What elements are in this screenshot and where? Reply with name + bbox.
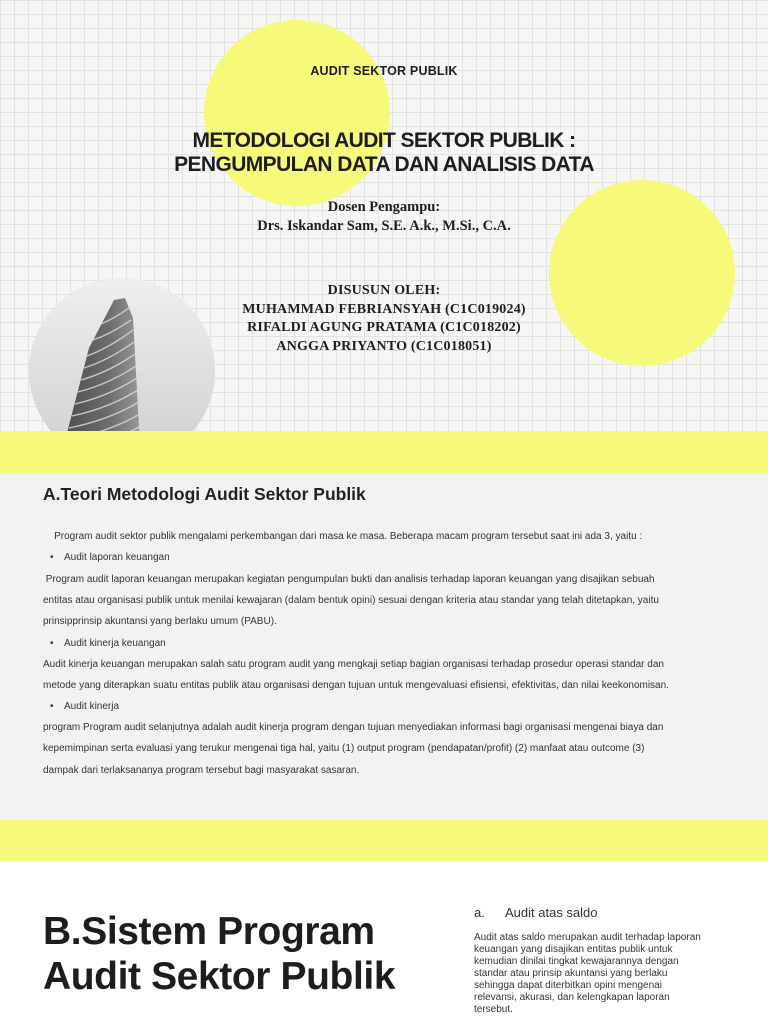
list-marker: a. [474,905,485,920]
cover-kicker: AUDIT SEKTOR PUBLIK [310,64,458,78]
subsection-title-text: Audit atas saldo [505,905,598,920]
paragraph-line: metode yang diterapkan suatu entitas publik atau organisasi dengan tujuan untuk mengevaluasi efisiensi, efektivitas, dan nilai keekonomisan. [43,680,669,691]
body-line: relevansi, akurasi, dan kelengkapan laporan [474,992,670,1003]
section-b-heading [43,909,463,999]
author-name: RIFALDI AGUNG PRATAMA (C1C018202) [247,320,521,335]
body-line: Audit atas saldo merupakan audit terhadap laporan [474,932,701,943]
cover-title [0,129,768,177]
yellow-circle-decoration [204,20,390,206]
paragraph-line: entitas atau organisasi publik untuk menilai kewajaran (dalam bentuk opini) sesuai dengan kriteria atau standar yang telah ditetapkan, yaitu [43,595,659,606]
paragraph-line: dampak dari terlaksananya program tersebut bagi masyarakat sasaran. [43,765,360,776]
paragraph-line: Audit kinerja keuangan merupakan salah satu program audit yang mengkaji setiap bagian organisasi terhadap prosedur operasi standar dan [43,659,664,670]
body-line: tersebut. [474,1004,513,1015]
paragraph-line: prinsipprinsip akuntansi yang berlaku umum (PABU). [43,616,277,627]
cover-title-line: PENGUMPULAN DATA DAN ANALISIS DATA [174,153,594,176]
paragraph-line: kepemimpinan serta evaluasi yang terukur mengenai tiga hal, yaitu (1) output program (pendapatan/profit) (2) manfaat atau outcome (3) [43,743,645,754]
lecturer-name: Drs. Iskandar Sam, S.E. A.k., M.Si., C.A. [257,218,511,234]
subsection-body [474,932,729,1016]
authors-label: DISUSUN OLEH: [327,283,441,298]
author-name: ANGGA PRIYANTO (C1C018051) [276,339,492,354]
section-a [0,474,768,820]
paragraph-line: program Program audit selanjutnya adalah audit kinerja program dengan tujuan menyediakan informasi bagi organisasi mengenai biaya dan [43,722,664,733]
cover-page [0,0,768,432]
yellow-divider-band [0,431,768,474]
bullet-item: • Audit kinerja [50,696,740,717]
bullet-item: • Audit laporan keuangan [50,547,740,568]
section-a-heading: A.Teori Metodologi Audit Sektor Publik [43,484,366,504]
lecturer-label: Dosen Pengampu: [327,199,441,215]
section-b [0,861,768,1024]
yellow-divider-band [0,820,768,861]
bullet-item: • Audit kinerja keuangan [50,633,740,654]
paragraph-line: Program audit sektor publik mengalami perkembangan dari masa ke masa. Beberapa macam program tersebut saat ini ada 3, yaitu : [43,531,643,542]
section-b-heading-line: Audit Sektor Publik [43,955,396,998]
body-line: keuangan yang disajikan entitas publik untuk [474,944,673,955]
subsection-title [474,905,598,920]
body-line: sehingga dapat diterbitkan opini mengenai [474,980,662,991]
section-b-heading-line: B.Sistem Program [43,910,375,953]
author-name: MUHAMMAD FEBRIANSYAH (C1C019024) [242,302,526,317]
cover-title-line: METODOLOGI AUDIT SEKTOR PUBLIK : [192,129,576,152]
body-line: standar atau prinsip akuntansi yang berlaku [474,968,668,979]
paragraph-line: Program audit laporan keuangan merupakan kegiatan pengumpulan bukti dan analisis terhadap laporan keuangan yang disajikan sebuah [43,574,655,585]
body-line: kemudian dinilai tingkat kewajarannya dengan [474,956,679,967]
